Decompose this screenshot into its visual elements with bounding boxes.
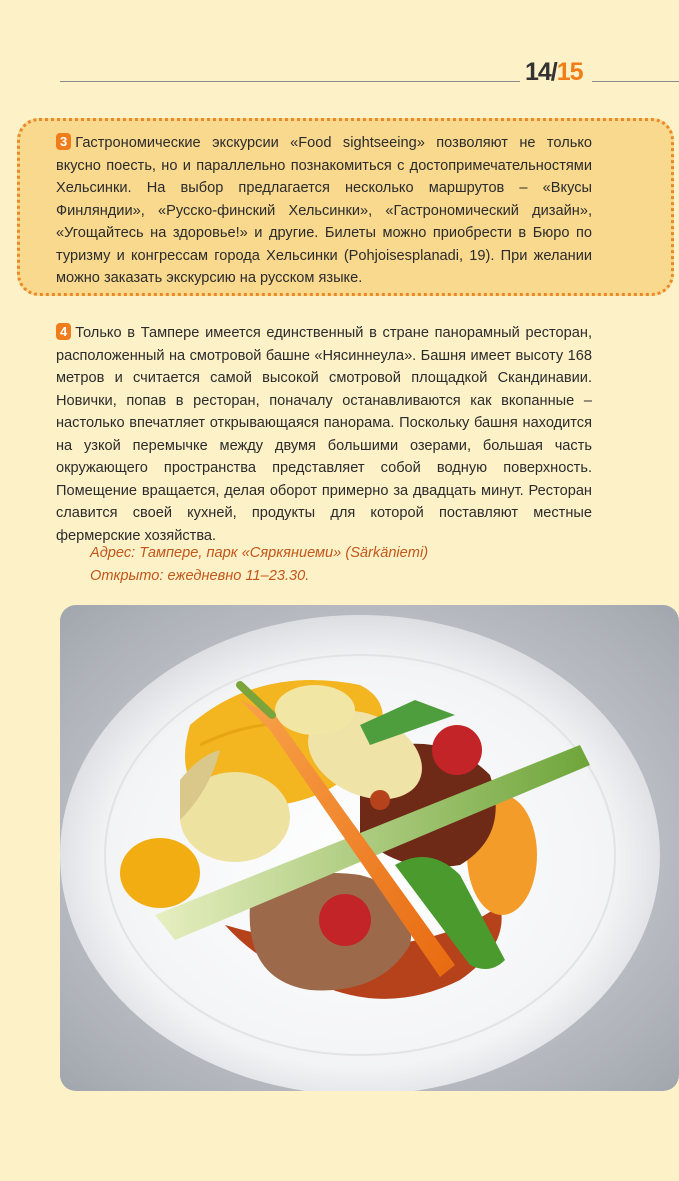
food-photo — [60, 605, 679, 1091]
address-line: Адрес: Тампере, парк «Сяркяниеми» (Särkäniemi) — [90, 545, 429, 561]
tip-4-paragraph — [56, 322, 592, 547]
hours-line: Открыто: ежедневно 11–23.30. — [90, 568, 310, 584]
tip-3-number-badge: 3 — [56, 133, 71, 150]
tip-3-paragraph — [56, 132, 592, 290]
page-total: 15 — [556, 58, 583, 86]
page-number — [525, 58, 583, 87]
page-current: 14/ — [525, 58, 557, 86]
tip-3-text: Гастрономические экскурсии «Food sightseeing» позволяют не только вкусно поесть, но и параллельно познакомиться с достопримечательностями Хельсинки. На выбор предлагается несколько маршрутов – «Вкусы Финляндии», «Русско-финский Хельсинки», «Гастрономический дизайн», «Угощайтесь на здоровье!» и другие. Билеты можно приобрести в Бюро по туризму и конгрессам города Хельсинки (Pohjoisesplanadi, 19). При желании можно заказать экскурсию на русском языке. — [56, 135, 592, 286]
plated-dish-photo — [60, 605, 679, 1091]
tip-4-text: Только в Тампере имеется единственный в стране панорамный ресторан, расположенный на смотровой башне «Нясиннеула». Башня имеет высоту 168 метров и считается самой высокой смотровой площадкой Скандинавии. Новички, попав в ресторан, поначалу останавливаются как вкопанные – настолько впечатляет открывающаяся панорама. Поскольку башня находится на узкой перемычке между двумя большими озерами, большая часть окружающего пространства представляет собой водную поверхность. Помещение вращается, делая оборот примерно за двадцать минут. Ресторан славится своей кухней, продукты для которой поставляют местные фермерские хозяйства. — [56, 325, 592, 544]
tip-4-number-badge: 4 — [56, 323, 71, 340]
